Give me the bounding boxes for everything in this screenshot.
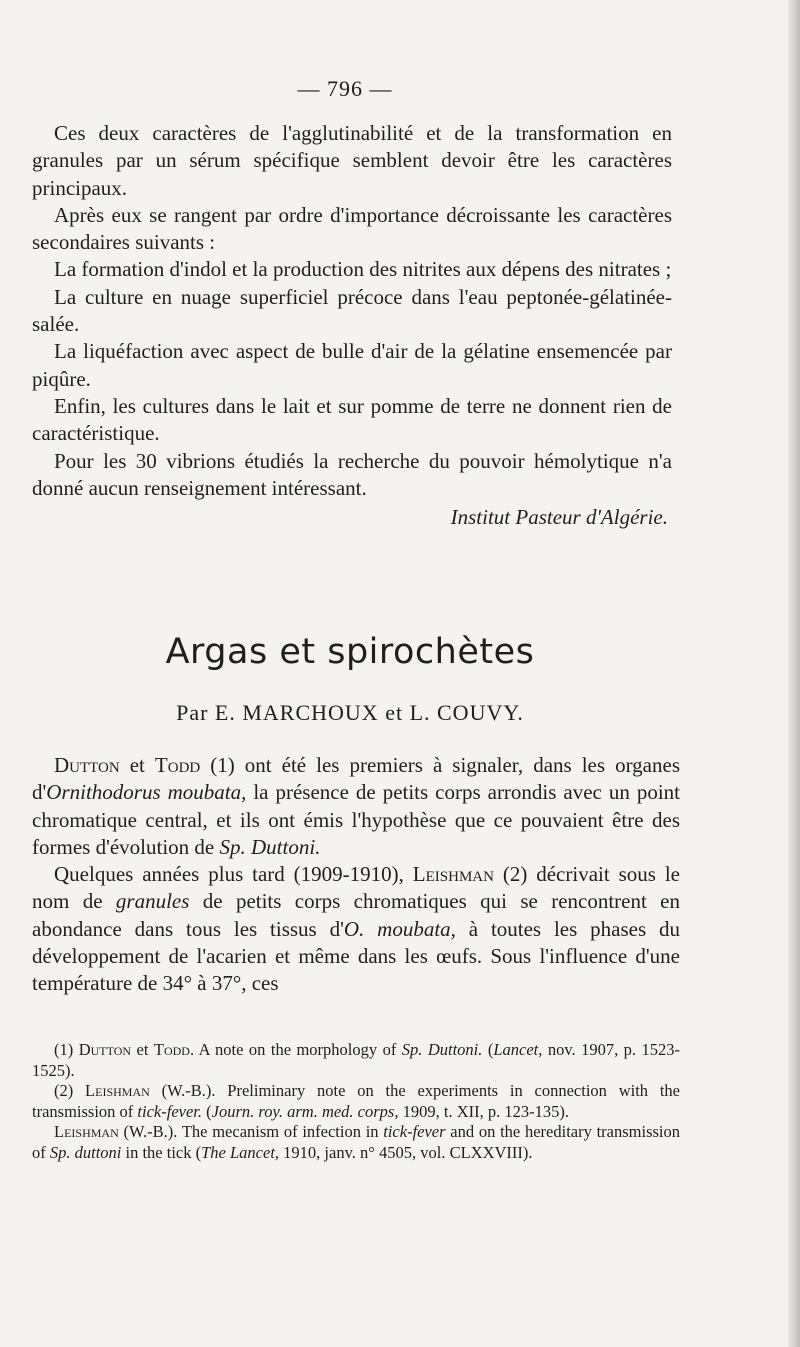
page-number: — 796 — [297,76,393,101]
footnote: Leishman (W.-B.). The mecanism of infection in tick-fever and on the hereditary transmission of Sp. duttoni in the tick (The Lancet, 1910, janv. n° 4505, vol. CLXXVIII). [32,1122,680,1162]
paragraph: La liquéfaction avec aspect de bulle d'air de la gélatine ensemencée par piqûre. [32,339,672,391]
paragraph: Quelques années plus tard (1909-1910), Leishman (2) décrivait sous le nom de granules de petits corps chromatiques qui se rencontrent en abondance dans tous les tissus d'O. moubata, à toutes les phases du développement de l'acarien et même dans les œufs. Sous l'influence d'une température de 34° à 37°, ces [32,862,681,996]
paragraph: Dutton et Todd (1) ont été les premiers à signaler, dans les organes d'Ornithodorus moubata, la présence de petits corps arrondis avec un point chromatique central, et ils ont émis l'hypothèse que ce pouvaient être des formes d'évolution de Sp. Duttoni. [32,753,680,859]
paragraph: Pour les 30 vibrions étudiés la recherche du pouvoir hémolytique n'a donné aucun renseignement intéressant. [32,448,672,500]
page-edge-shadow [788,0,800,1347]
institution-signature: Institut Pasteur d'Algérie. [450,505,668,530]
footnote: (2) Leishman (W.-B.). Preliminary note on the experiments in connection with the transmission of tick-fever. (Journ. roy. arm. med. corps, 1909, t. XII, p. 123-135). [32,1081,680,1121]
paragraph: La formation d'indol et la production des nitrites aux dépens des nitrates ; [54,257,672,282]
paragraph: Ces deux caractères de l'agglutinabilité et de la transformation en granules par un sérum spécifique semblent devoir être les caractères principaux. [32,121,672,200]
paragraph: Enfin, les cultures dans le lait et sur pomme de terre ne donnent rien de caractéristique. [32,393,672,446]
paragraph: La culture en nuage superficiel précoce dans l'eau peptonée-gélatinée-salée. [32,284,672,337]
paragraph: Après eux se rangent par ordre d'importance décroissante les caractères secondaires suivants : [32,202,672,255]
previous-article-ending [32,120,672,531]
footnotes [32,1040,680,1163]
article-byline: Par E. MARCHOUX et L. COUVY. [176,700,524,725]
article-body [32,752,680,998]
footnote: (1) Dutton et Todd. A note on the morphology of Sp. Duttoni. (Lancet, nov. 1907, p. 1523-1525). [32,1040,680,1080]
article-title: Argas et spirochètes [165,632,535,672]
